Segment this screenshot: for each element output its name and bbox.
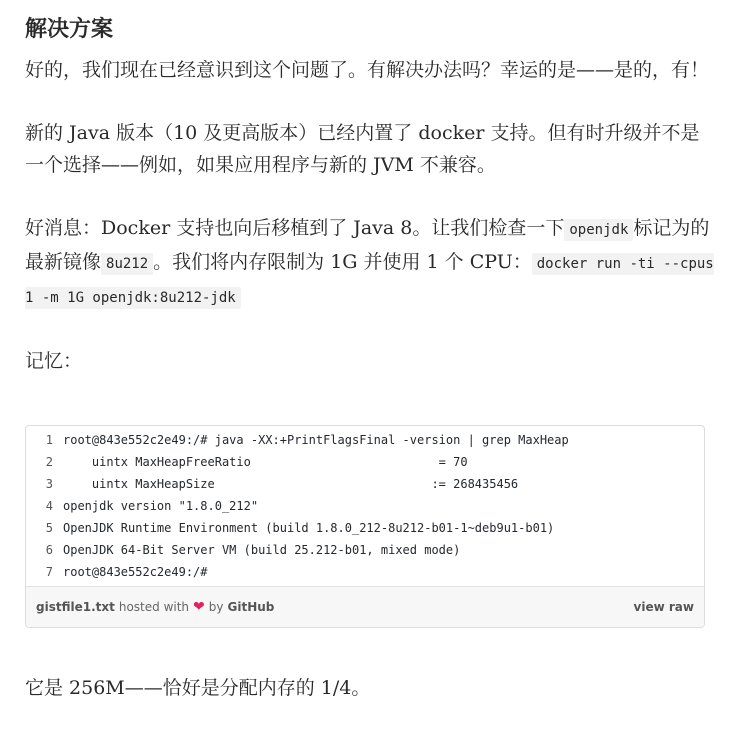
- line-number: 5: [45, 521, 53, 535]
- code-line: [26, 517, 704, 539]
- gist-embed: [25, 425, 705, 628]
- paragraph-memory-label: 记忆：: [25, 350, 83, 372]
- code-text: root@843e552c2e49:/#: [63, 565, 208, 579]
- code-text: uintx MaxHeapSize := 268435456: [63, 477, 519, 491]
- section-heading: 解决方案: [25, 17, 114, 42]
- gist-code-block: [26, 426, 704, 586]
- gist-hosted-text: hosted with: [118, 600, 190, 614]
- code-text: uintx MaxHeapFreeRatio = 70: [63, 455, 468, 469]
- paragraph-good-news: [25, 212, 715, 314]
- code-text: root@843e552c2e49:/# java -XX:+PrintFlagsFinal -version | grep MaxHeap: [63, 433, 569, 447]
- paragraph-intro: 好的，我们现在已经意识到这个问题了。有解决办法吗？幸运的是——是的，有！: [25, 59, 710, 81]
- line-number: 3: [45, 477, 53, 491]
- paragraph-result: 它是 256M——恰好是分配内存的 1/4。: [25, 677, 371, 699]
- gist-file-link[interactable]: gistfile1.txt: [36, 600, 115, 614]
- line-number: 2: [45, 455, 53, 469]
- code-line: [26, 495, 704, 517]
- code-text: OpenJDK 64-Bit Server VM (build 25.212-b01, mixed mode): [63, 543, 461, 557]
- code-text: openjdk version "1.8.0_212": [63, 499, 259, 513]
- paragraph-java-versions: 新的 Java 版本（10 及更高版本）已经内置了 docker 支持。但有时升级并不是一个选择——例如，如果应用程序与新的 JVM 不兼容。: [25, 122, 700, 176]
- heart-icon: ❤: [193, 599, 205, 615]
- line-number: 7: [45, 565, 53, 579]
- inline-code-tag: 8u212: [101, 253, 153, 275]
- paragraph-text: 好消息：Docker 支持也向后移植到了 Java 8。让我们检查一下: [25, 217, 565, 239]
- inline-code-docker-command: docker run -ti --cpus 1 -m 1G openjdk:8u212-jdk: [25, 253, 714, 309]
- code-text: OpenJDK Runtime Environment (build 1.8.0_212-8u212-b01-1~deb9u1-b01): [63, 521, 555, 535]
- code-line: [26, 429, 704, 451]
- code-line: [26, 473, 704, 495]
- article-content: [25, 14, 715, 704]
- code-line: [26, 561, 704, 583]
- gist-footer: [26, 586, 704, 627]
- line-number: 4: [45, 499, 53, 513]
- paragraph-text: 标记为的最新镜像: [25, 217, 710, 273]
- line-number: 6: [45, 543, 53, 557]
- gist-by-text: by: [208, 600, 224, 614]
- gist-attribution: [36, 599, 274, 615]
- code-line: [26, 539, 704, 561]
- code-line: [26, 451, 704, 473]
- github-link[interactable]: GitHub: [227, 600, 275, 614]
- view-raw-link[interactable]: view raw: [633, 600, 694, 614]
- line-number: 1: [45, 433, 53, 447]
- paragraph-text: 。我们将内存限制为 1G 并使用 1 个 CPU：: [153, 251, 532, 273]
- inline-code-openjdk: openjdk: [564, 219, 633, 241]
